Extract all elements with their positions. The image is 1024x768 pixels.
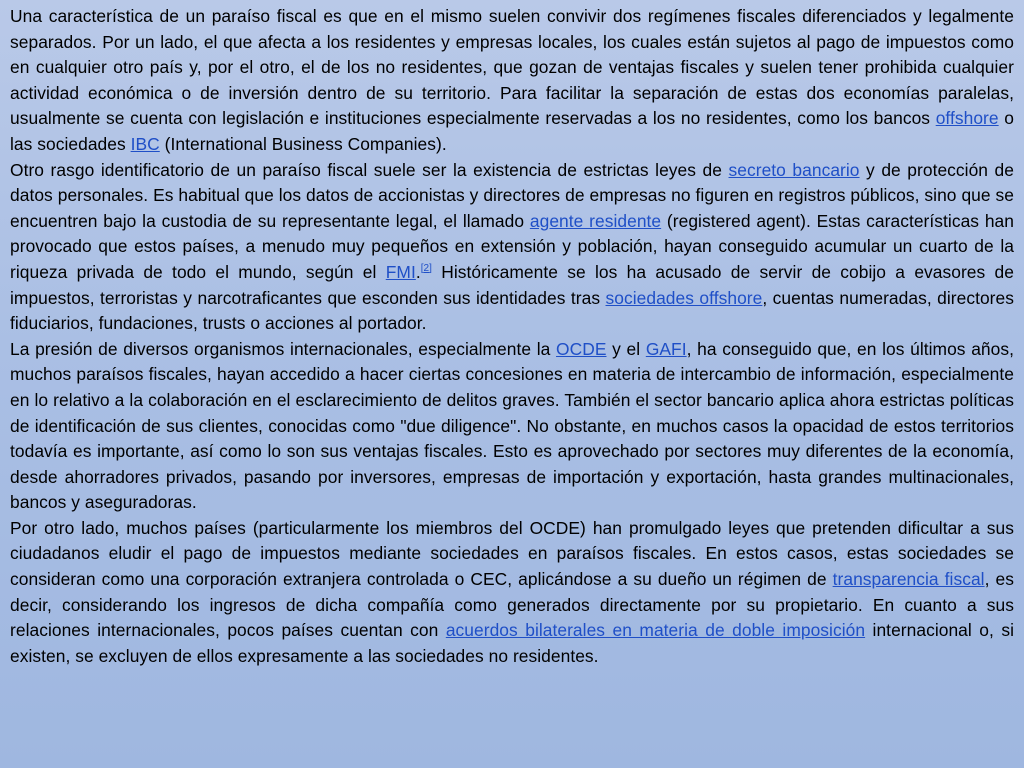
- link-agente-residente[interactable]: agente residente: [529, 210, 662, 231]
- reference-link[interactable]: [2]: [420, 263, 432, 275]
- paragraph-secreto-bancario: [10, 158, 1014, 337]
- slide-content: [10, 4, 1014, 764]
- reference-superscript: [421, 263, 432, 274]
- text-run: , cuentas numeradas, directores fiduciarios, fundaciones, trusts o acciones al portador.: [10, 287, 1014, 334]
- link-transparencia-fiscal[interactable]: transparencia fiscal: [832, 569, 985, 590]
- link-gafi[interactable]: GAFI: [645, 338, 687, 359]
- text-run: La presión de diversos organismos internacionales, especialmente la: [10, 338, 557, 359]
- text-run: , es decir, considerando los ingresos de dicha compañía como generados directamente por su propietario. En cuanto a sus relaciones internacionales, pocos países cuentan con: [10, 569, 1014, 641]
- text-run: , ha conseguido que, en los últimos años, muchos paraísos fiscales, hayan accedido a hacer ciertas concesiones en materia de intercambio de información, especialmente en lo relativo a la colaboración en el esclarecimiento de delitos graves. También el sector bancario aplica ahora estrictas políticas de identificación de sus clientes, conocidas como "due diligence". No obstante, en muchos casos la opacidad de estos territorios todavía es importante, así como lo son sus ventajas fiscales. Esto es aprovechado por sectores muy diferentes de la economía, desde ahorradores privados, pasando por inversores, empresas de importación y exportación, hasta grandes multinacionales, bancos y aseguradoras.: [10, 338, 1014, 513]
- text-run: y de protección de datos personales. Es habitual que los datos de accionistas y directores de empresas no figuren en registros públicos, sino que se encuentren bajo la custodia de su representante legal, el llamado: [10, 159, 1014, 231]
- link-acuerdos-bilaterales-en-materia-de-doble-imposicion[interactable]: acuerdos bilaterales en materia de doble imposición: [445, 620, 866, 641]
- link-secreto-bancario[interactable]: secreto bancario: [728, 159, 860, 180]
- link-sociedades-offshore[interactable]: sociedades offshore: [605, 287, 763, 308]
- text-run: .: [415, 261, 421, 282]
- text-run: Otro rasgo identificatorio de un paraíso fiscal suele ser la existencia de estrictas leyes de: [10, 159, 729, 180]
- link-ocde[interactable]: OCDE: [556, 338, 607, 359]
- paragraph-paraisos-regimenes: [10, 4, 1014, 158]
- text-run: y el: [606, 338, 646, 359]
- text-run: Históricamente se los ha acusado de servir de cobijo a evasores de impuestos, terroristas y narcotraficantes que esconden sus identidades tras: [10, 261, 1015, 308]
- text-run: Por otro lado, muchos países (particularmente los miembros del OCDE) han promulgado leyes que pretenden dificultar a sus ciudadanos eludir el pago de impuestos mediante sociedades en paraísos fiscales. En estos casos, estas sociedades se consideran como una corporación extranjera controlada o CEC, aplicándose a su dueño un régimen de: [10, 517, 1014, 590]
- text-run: (registered agent). Estas características han provocado que estos países, a menudo muy pequeños en extensión y población, hayan conseguido acumular un cuarto de la riqueza privada de todo el mundo, según el: [10, 210, 1014, 282]
- link-offshore[interactable]: offshore: [935, 108, 999, 129]
- paragraph-transparencia-fiscal: [10, 516, 1014, 670]
- text-run: internacional o, si existen, se excluyen de ellos expresamente a las sociedades no residentes.: [10, 620, 1015, 666]
- link-fmi[interactable]: FMI: [385, 261, 416, 282]
- paragraph-presion-organismos: [10, 337, 1014, 516]
- text-run: o las sociedades: [10, 108, 1014, 154]
- link-ibc[interactable]: IBC: [130, 133, 160, 154]
- text-run: (International Business Companies).: [159, 133, 447, 154]
- text-run: Una característica de un paraíso fiscal es que en el mismo suelen convivir dos regímenes fiscales diferenciados y legalmente separados. Por un lado, el que afecta a los residentes y empresas locales, los cuales están sujetos al pago de impuestos como en cualquier otro país y, por el otro, el de los no residentes, que gozan de ventajas fiscales y suelen tener prohibida cualquier actividad económica o de inversión dentro de su territorio. Para facilitar la separación de estas dos economías paralelas, usualmente se cuenta con legislación e instituciones especialmente reservadas a los no residentes, como los bancos: [10, 6, 1014, 129]
